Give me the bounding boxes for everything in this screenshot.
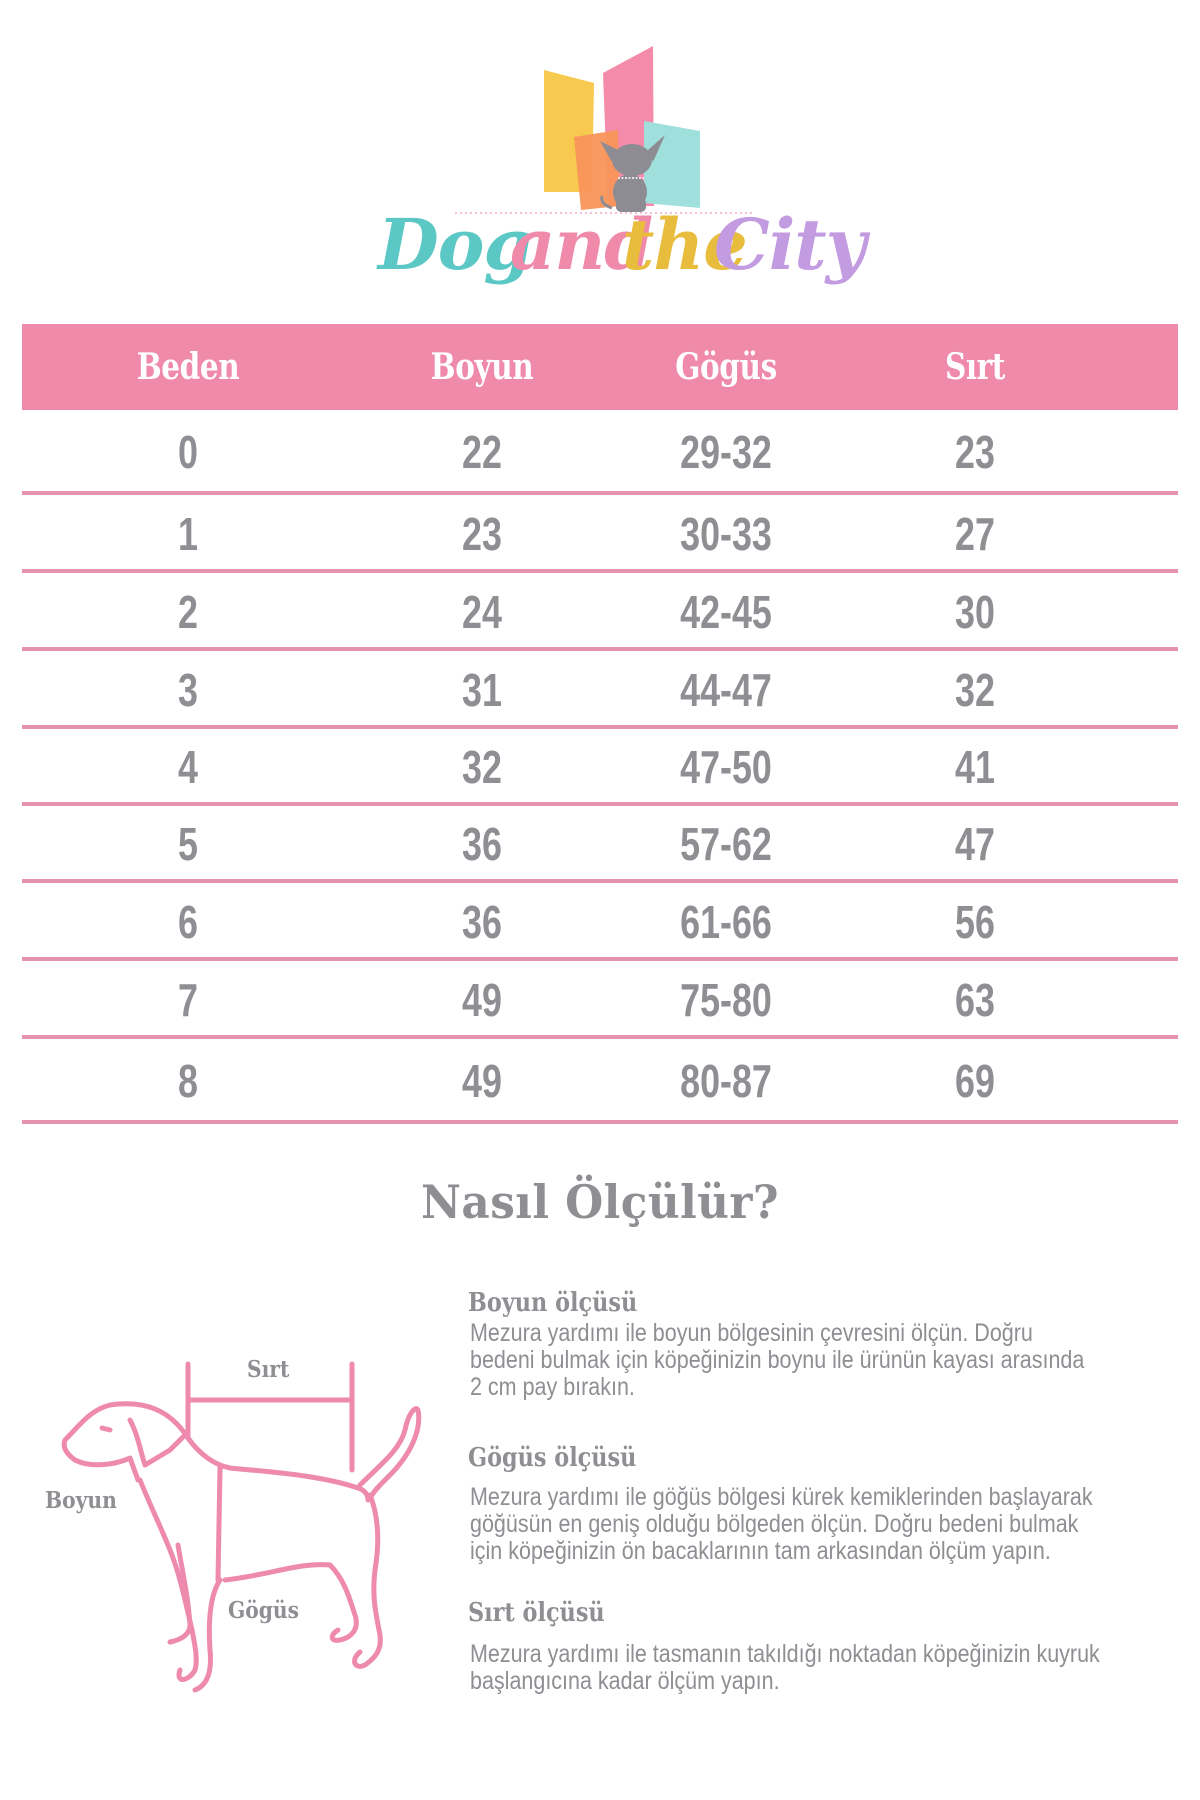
cell-gogus: 47-50: [680, 741, 772, 793]
cell-gogus: 61-66: [680, 896, 772, 948]
cell-sirt: 56: [955, 896, 995, 948]
brand-word-the: the: [622, 203, 747, 286]
cell-sirt: 47: [955, 818, 995, 870]
table-row: [22, 729, 1178, 802]
cell-gogus: 29-32: [680, 426, 772, 478]
section-body-gogus: [470, 1484, 1124, 1565]
body-line: Mezura yardımı ile göğüs bölgesi kürek kemiklerinden başlayarak: [470, 1483, 1093, 1511]
cell-boyun: 23: [462, 508, 502, 560]
cell-gogus: 42-45: [680, 586, 772, 638]
cell-beden: 5: [178, 818, 198, 870]
cell-gogus: 44-47: [680, 664, 772, 716]
table-row: [22, 410, 1178, 491]
cell-beden: 7: [178, 974, 198, 1026]
cell-sirt: 23: [955, 426, 995, 478]
cell-gogus: 30-33: [680, 508, 772, 560]
cell-gogus: 80-87: [680, 1055, 772, 1107]
cell-gogus: 75-80: [680, 974, 772, 1026]
cell-sirt: 63: [955, 974, 995, 1026]
table-header: [22, 324, 1178, 410]
table-row: [22, 495, 1178, 569]
table-row: [22, 573, 1178, 647]
brand-word-and: and: [510, 203, 653, 286]
row-divider: [22, 1120, 1178, 1124]
cell-beden: 6: [178, 896, 198, 948]
cell-beden: 0: [178, 426, 198, 478]
body-line: başlangıcına kadar ölçüm yapın.: [470, 1667, 780, 1695]
body-line: için köpeğinizin ön bacaklarının tam arkasından ölçüm yapın.: [470, 1537, 1051, 1565]
cell-beden: 4: [178, 741, 198, 793]
body-line: Mezura yardımı ile tasmanın takıldığı noktadan köpeğinizin kuyruk: [470, 1640, 1100, 1668]
cell-beden: 1: [178, 508, 198, 560]
cell-boyun: 49: [462, 1055, 502, 1107]
cell-gogus: 57-62: [680, 818, 772, 870]
column-header-boyun: Boyun: [430, 346, 534, 388]
table-row: [22, 961, 1178, 1035]
body-line: Mezura yardımı ile boyun bölgesinin çevresini ölçün. Doğru: [470, 1319, 1033, 1347]
cell-boyun: 49: [462, 974, 502, 1026]
cell-boyun: 32: [462, 741, 502, 793]
section-title-sirt: Sırt ölçüsü: [468, 1598, 605, 1628]
body-line: bedeni bulmak için köpeğinizin boynu ile ürünün kayası arasında: [470, 1346, 1085, 1374]
cell-sirt: 32: [955, 664, 995, 716]
table-row: [22, 1039, 1178, 1120]
section-body-sirt: [470, 1641, 1124, 1695]
diagram-label-boyun: Boyun: [45, 1487, 117, 1514]
section-title-boyun: Boyun ölçüsü: [468, 1288, 638, 1318]
column-header-beden: Beden: [136, 346, 240, 388]
cell-beden: 8: [178, 1055, 198, 1107]
column-header-sirt: Sırt: [944, 346, 1006, 388]
cell-sirt: 69: [955, 1055, 995, 1107]
diagram-label-sirt: Sırt: [247, 1356, 290, 1383]
brand-word-dog: Dog: [378, 203, 532, 286]
cell-boyun: 36: [462, 818, 502, 870]
body-line: 2 cm pay bırakın.: [470, 1373, 635, 1401]
cell-boyun: 36: [462, 896, 502, 948]
diagram-label-gogus: Gögüs: [228, 1597, 300, 1624]
section-body-boyun: [470, 1320, 1124, 1401]
how-to-measure-title: Nasıl Ölçülür?: [420, 1175, 779, 1229]
body-line: göğüsün en geniş olduğu bölgeden ölçün. Doğru bedeni bulmak: [470, 1510, 1079, 1538]
table-row: [22, 806, 1178, 879]
dog-outline-measurement-icon: [30, 1340, 440, 1720]
cell-sirt: 30: [955, 586, 995, 638]
table-row: [22, 883, 1178, 957]
table-row: [22, 651, 1178, 725]
column-header-gogus: Gögüs: [675, 346, 777, 388]
cell-sirt: 27: [955, 508, 995, 560]
section-title-gogus: Gögüs ölçüsü: [468, 1443, 637, 1473]
cell-beden: 2: [178, 586, 198, 638]
cell-boyun: 24: [462, 586, 502, 638]
brand-word-city: City: [714, 203, 866, 286]
cell-beden: 3: [178, 664, 198, 716]
cell-boyun: 22: [462, 426, 502, 478]
city-buildings-with-chihuahua-icon: [0, 0, 1200, 230]
brand-logo: [0, 0, 1200, 300]
cell-boyun: 31: [462, 664, 502, 716]
cell-sirt: 41: [955, 741, 995, 793]
